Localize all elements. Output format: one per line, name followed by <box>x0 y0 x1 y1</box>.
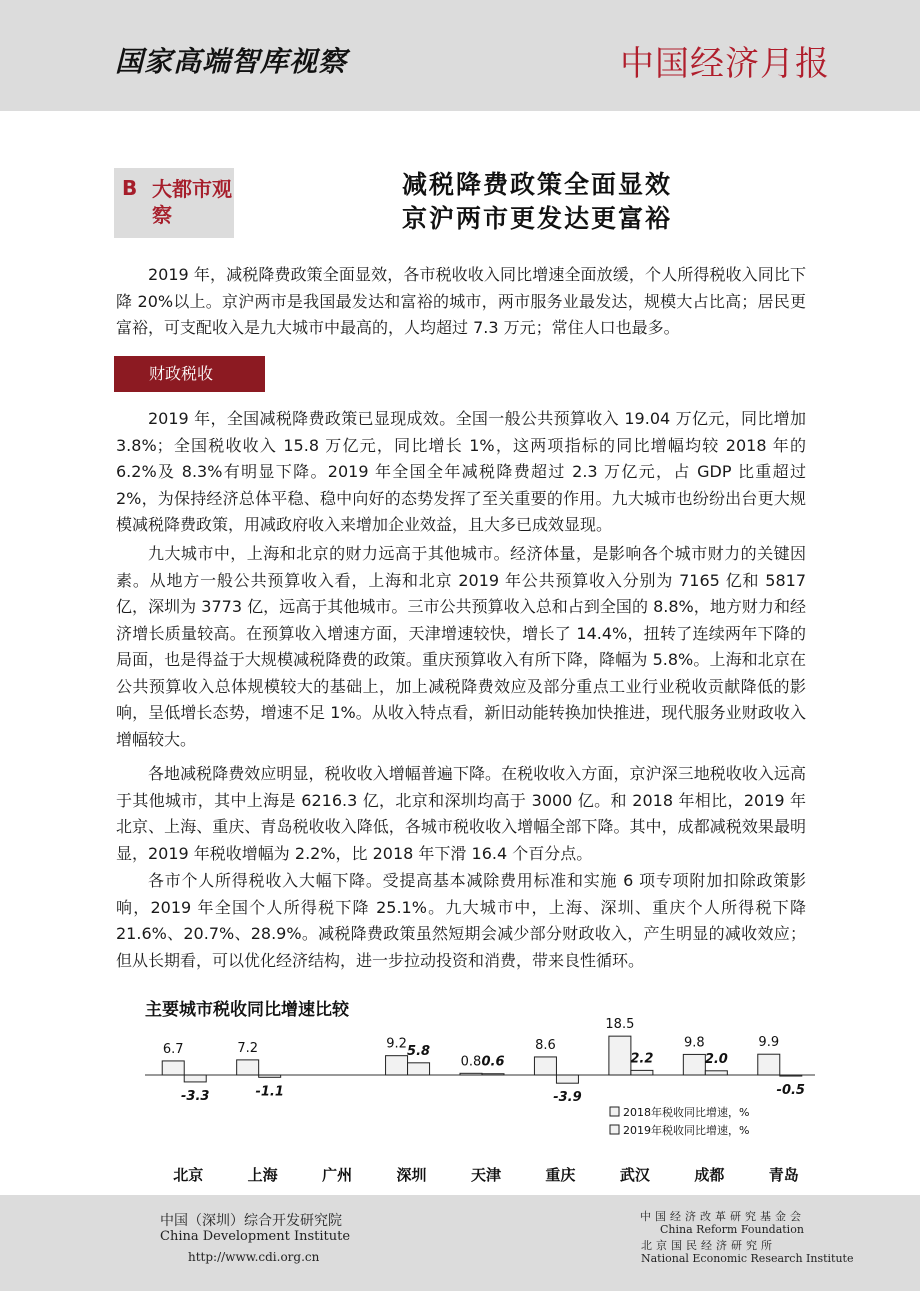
data-label-2019-5: -3.9 <box>553 1090 582 1106</box>
bar-2019-0 <box>184 1075 206 1082</box>
legend-swatch-0 <box>610 1107 619 1116</box>
bar-2019-4 <box>482 1074 504 1075</box>
bar-2018-0 <box>162 1061 184 1075</box>
bar-2018-8 <box>758 1054 780 1075</box>
legend-label-0: 2018年税收同比增速，% <box>623 1106 750 1119</box>
footer-right-org2-en: National Economic Research Institute <box>641 1252 854 1265</box>
section-letter: B <box>122 176 138 200</box>
footer-right-org1-en: China Reform Foundation <box>660 1223 804 1236</box>
data-label-2018-1: 7.2 <box>237 1040 259 1056</box>
data-label-2019-7: 2.0 <box>704 1051 728 1067</box>
legend-label-1: 2019年税收同比增速，% <box>623 1124 750 1137</box>
body-paragraph-2: 九大城市中，上海和北京的财力远高于其他城市。经济体量，是影响各个城市财力的关键因素。从地方一般公共预算收入看，上海和北京 2019 年公共预算收入分别为 7165 亿和 5817 亿，深圳为 3773 亿，远高于其他城市。三市公共预算收入总和占到全国的 8.8%，地方财力和经济增长质量较高。在预算收入增速方面，天津增速较快，增长了 14.4%，扭转了连续两年下降的局面，也是得益于大规模减税降费的政策。重庆预算收入有所下降，降幅为 5.8%。上海和北京在公共预算收入总体规模较大的基础上，加上减税降费效应及部分重点工业行业税收贡献降低的影响，呈低增长态势，增速不足 1%。从收入特点看，新旧动能转换加快推进，现代服务业财政收入增幅较大。 <box>116 544 806 749</box>
bar-2018-6 <box>609 1036 631 1075</box>
bar-2018-3 <box>386 1056 408 1075</box>
chart-title: 主要城市税收同比增速比较 <box>145 1000 349 1020</box>
bar-2019-8 <box>780 1075 802 1076</box>
category-label-4: 天津 <box>470 1166 502 1184</box>
data-label-2019-8: -0.5 <box>776 1083 805 1099</box>
bar-2019-6 <box>631 1070 653 1075</box>
category-label-0: 北京 <box>173 1166 204 1184</box>
category-label-1: 上海 <box>247 1166 278 1184</box>
data-label-2018-4: 0.8 <box>460 1054 482 1070</box>
footer-left-name-en: China Development Institute <box>160 1229 351 1244</box>
bar-2018-4 <box>460 1073 482 1075</box>
bar-2019-7 <box>705 1071 727 1075</box>
page-footer <box>0 1195 920 1291</box>
data-label-2018-3: 9.2 <box>386 1036 407 1052</box>
data-label-2018-5: 8.6 <box>535 1037 556 1053</box>
data-label-2019-6: 2.2 <box>630 1051 654 1067</box>
data-label-2018-8: 9.9 <box>758 1035 780 1051</box>
category-label-5: 重庆 <box>545 1166 576 1184</box>
subsection-label: 财政税收 <box>114 356 265 392</box>
data-label-2019-4: 0.6 <box>481 1054 505 1070</box>
title-line-1: 减税降费政策全面显效 <box>401 170 672 199</box>
bar-2018-1 <box>237 1060 259 1075</box>
data-label-2018-6: 18.5 <box>605 1017 635 1033</box>
bar-2019-3 <box>408 1063 430 1075</box>
category-label-7: 成都 <box>694 1166 725 1184</box>
intro-paragraph: 2019 年，减税降费政策全面显效，各市税收收入同比增速全面放缓，个人所得税收入同比下降 20%以上。京沪两市是我国最发达和富裕的城市，两市服务业最发达，规模大占比高；居民更富裕，可支配收入是九大城市中最高的，人均超过 7.3 万元；常住人口也最多。 <box>116 265 806 337</box>
bar-2018-7 <box>683 1054 705 1075</box>
category-label-8: 青岛 <box>768 1166 799 1184</box>
report-title: 中国经济月报 <box>620 44 830 84</box>
chart-legend <box>610 1105 749 1137</box>
data-label-2018-7: 9.8 <box>683 1035 705 1051</box>
footer-left-name-cn: 中国（深圳）综合开发研究院 <box>160 1213 342 1229</box>
section-name: 大都市观察 <box>152 177 232 227</box>
category-label-3: 深圳 <box>396 1166 427 1184</box>
footer-right-org2-cn: 北京国民经济研究所 <box>641 1239 776 1252</box>
title-line-2: 京沪两市更发达更富裕 <box>401 204 672 233</box>
category-label-6: 武汉 <box>619 1166 650 1184</box>
data-label-2019-3: 5.8 <box>407 1043 431 1059</box>
brand-logo-text: 国家高端智库视察 <box>115 45 348 78</box>
body-paragraph-4: 各市个人所得税收入大幅下降。受提高基本减除费用标准和实施 6 项专项附加扣除政策影响，2019 年全国个人所得税下降 25.1%。九大城市中，上海、深圳、重庆个人所得税下降 21.6%、20.7%、28.9%。减税降费政策虽然短期会减少部分财政收入，产生明显的减收效应；但从长期看，可以优化经济结构，进一步拉动投资和消费，带来良性循环。 <box>116 871 806 970</box>
bar-2019-5 <box>556 1075 578 1083</box>
footer-left-url[interactable]: http://www.cdi.org.cn <box>188 1250 320 1264</box>
body-paragraph-1: 2019 年，全国减税降费政策已显现成效。全国一般公共预算收入 19.04 万亿元，同比增加 3.8%；全国税收收入 15.8 万亿元，同比增长 1%，这两项指标的同比增幅均较 2018 年的 6.2%及 8.3%有明显下降。2019 年全国全年减税降费超过 2.3 万亿元，占 GDP 比重超过 2%，为保持经济总体平稳、稳中向好的态势发挥了至关重要的作用。九大城市也纷纷出台更大规模减税降费政策，用减政府收入来增加企业效益，且大多已成效显现。 <box>116 409 806 534</box>
body-paragraph-3: 各地减税降费效应明显，税收收入增幅普遍下降。在税收收入方面，京沪深三地税收收入远高于其他城市，其中上海是 6216.3 亿，北京和深圳均高于 3000 亿。和 2018 年相比，2019 年北京、上海、重庆、青岛税收收入降低，各城市税收收入增幅全部下降。其中，成都减税效果最明显，2019 年税收增幅为 2.2%，比 2018 年下滑 16.4 个百分点。 <box>116 764 806 863</box>
data-label-2019-0: -3.3 <box>181 1088 210 1104</box>
data-label-2019-1: -1.1 <box>255 1084 284 1100</box>
bar-2018-5 <box>534 1057 556 1075</box>
bar-2019-1 <box>259 1075 281 1077</box>
footer-right-org1-cn: 中国经济改革研究基金会 <box>640 1210 805 1223</box>
data-label-2018-0: 6.7 <box>162 1041 184 1057</box>
category-label-2: 广州 <box>322 1166 353 1184</box>
legend-swatch-1 <box>610 1125 619 1134</box>
